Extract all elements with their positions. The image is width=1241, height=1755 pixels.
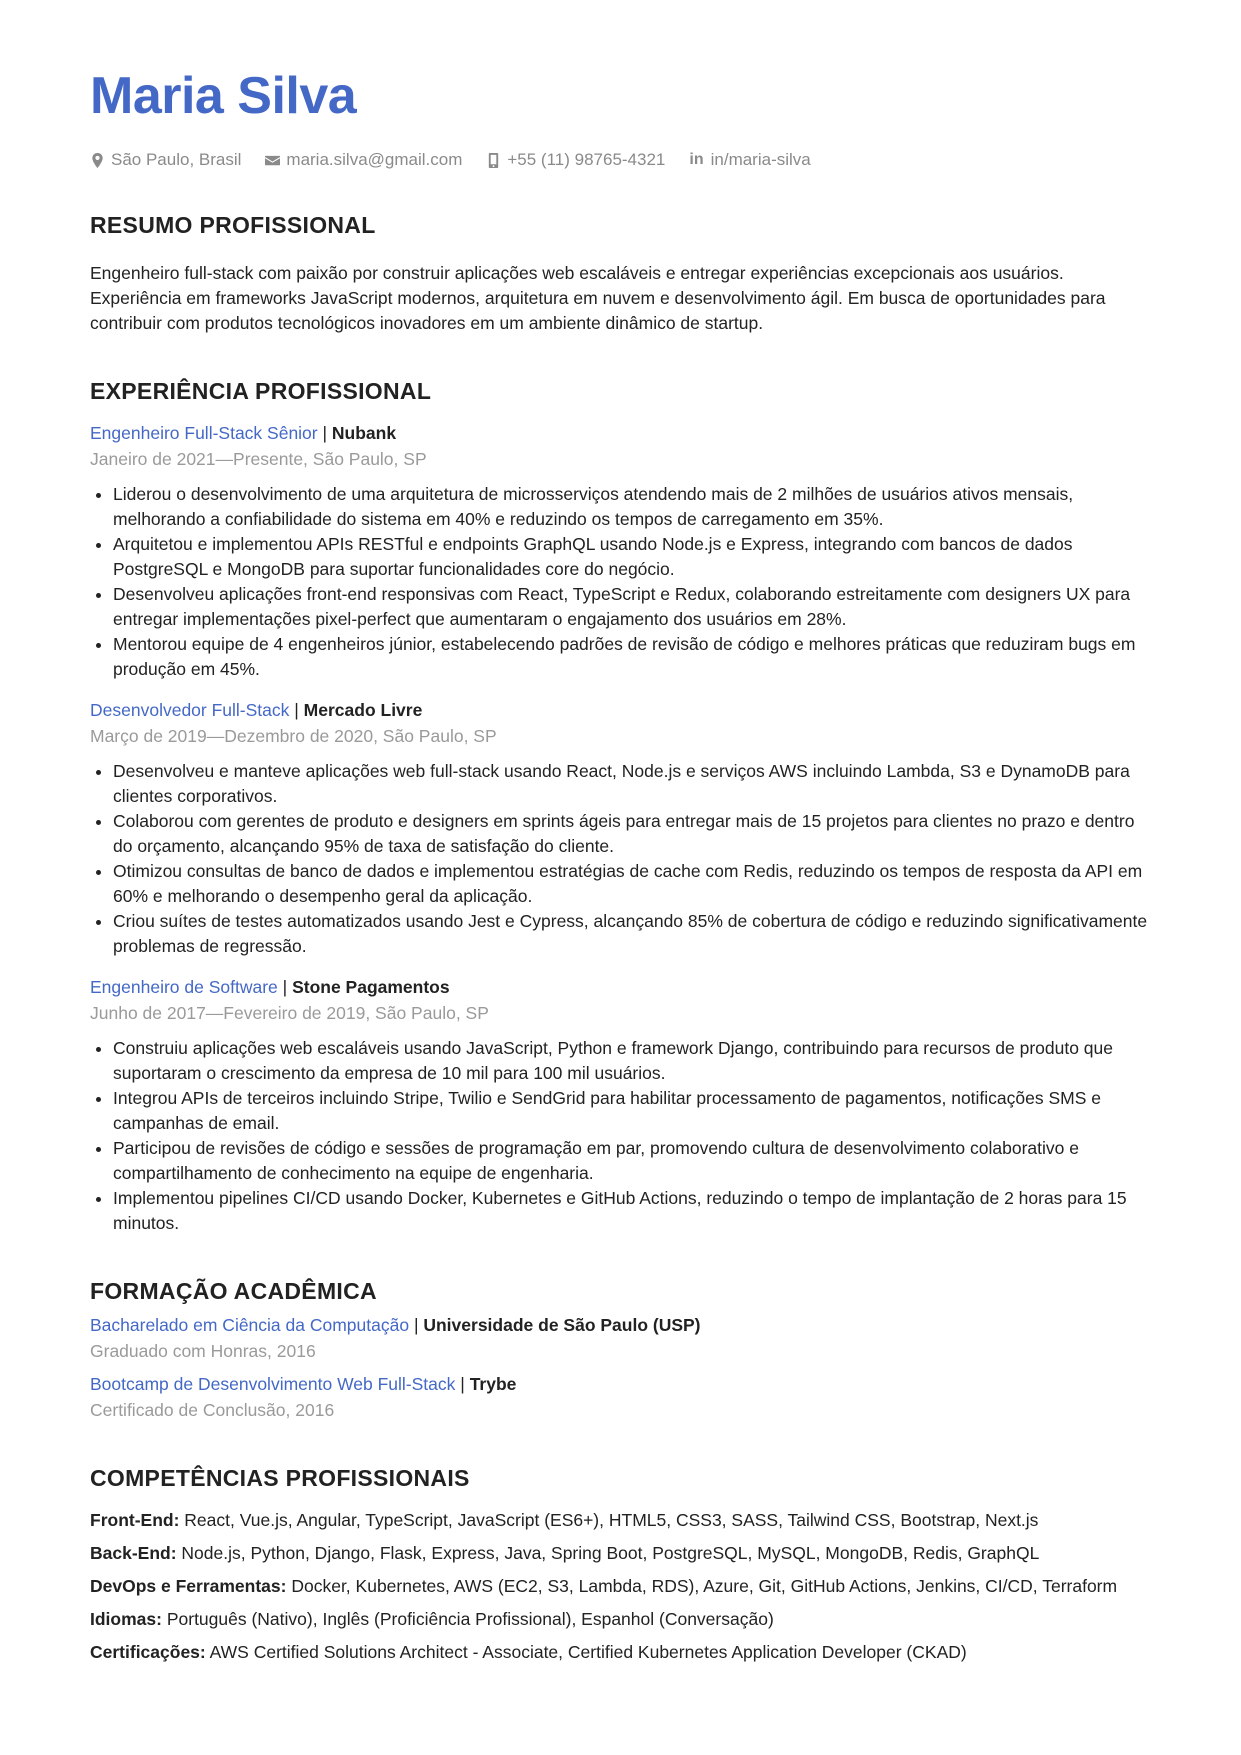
- list-item: • Colaborou com gerentes de produto e designers em sprints ágeis para entregar mais de 15 projetos para clientes no prazo e dentro do orçamento, alcançando 95% de taxa de satisfação do cliente.: [113, 809, 1151, 859]
- job-company: Nubank: [331, 423, 397, 443]
- list-item: • Implementou pipelines CI/CD usando Docker, Kubernetes e GitHub Actions, reduzindo o tempo de implantação de 2 horas para 15 minutos.: [113, 1186, 1151, 1236]
- school: Trybe: [469, 1374, 517, 1394]
- skills-heading: COMPETÊNCIAS PROFISSIONAIS: [90, 1465, 470, 1491]
- degree: Bacharelado em Ciência da Computação: [90, 1315, 410, 1335]
- mobile-phone-icon: [486, 153, 501, 168]
- job-company: Mercado Livre: [303, 700, 423, 720]
- skill-value: AWS Certified Solutions Architect - Associate, Certified Kubernetes Application Developer (CKAD): [205, 1642, 967, 1662]
- job-bullets: [90, 759, 1151, 959]
- list-item: • Desenvolveu e manteve aplicações web full-stack usando React, Node.js e serviços AWS incluindo Lambda, S3 e DynamoDB para clientes corporativos.: [113, 759, 1151, 809]
- list-item: • Criou suítes de testes automatizados usando Jest e Cypress, alcançando 85% de cobertura de código e reduzindo significativamente problemas de regressão.: [113, 909, 1151, 959]
- contact-linkedin[interactable]: [689, 150, 810, 170]
- contact-bar: [90, 150, 1151, 170]
- list-item: • Otimizou consultas de banco de dados e implementou estratégias de cache com Redis, reduzindo os tempos de resposta da API em 60% e melhorando o desempenho geral da aplicação.: [113, 859, 1151, 909]
- education-entry: [90, 1372, 1151, 1423]
- email-text: maria.silva@gmail.com: [286, 150, 463, 169]
- job-title-line: [90, 975, 1151, 1000]
- job-bullets: [90, 1036, 1151, 1236]
- list-item: • Construiu aplicações web escaláveis usando JavaScript, Python e framework Django, contribuindo para recursos de produto que suportaram o crescimento da empresa de 10 mil para 100 mil usuários.: [113, 1036, 1151, 1086]
- skill-label: Idiomas:: [90, 1609, 162, 1629]
- separator: |: [317, 423, 332, 443]
- map-pin-icon: [90, 153, 105, 168]
- list-item: • Desenvolveu aplicações front-end responsivas com React, TypeScript e Redux, colaborando estreitamente com designers UX para entregar implementações pixel-perfect que aumentaram o engajamento dos usuários em 28%.: [113, 582, 1151, 632]
- skill-label: Certificações:: [90, 1642, 206, 1662]
- list-item: • Mentorou equipe de 4 engenheiros júnior, estabelecendo padrões de revisão de código e melhores práticas que reduziram bugs em produção em 45%.: [113, 632, 1151, 682]
- skill-line: [90, 1537, 1151, 1570]
- job-company: Stone Pagamentos: [292, 977, 450, 997]
- skill-value: Docker, Kubernetes, AWS (EC2, S3, Lambda, RDS), Azure, Git, GitHub Actions, Jenkins, CI/CD, Terraform: [286, 1576, 1118, 1596]
- list-item: • Participou de revisões de código e sessões de programação em par, promovendo cultura de desenvolvimento colaborativo e compartilhamento de conhecimento na equipe de engenharia.: [113, 1136, 1151, 1186]
- envelope-icon: [265, 153, 280, 168]
- job-meta: Março de 2019—Dezembro de 2020, São Paulo, SP: [90, 726, 497, 746]
- job-role: Engenheiro de Software: [90, 977, 278, 997]
- degree: Bootcamp de Desenvolvimento Web Full-Stack: [90, 1374, 456, 1394]
- school: Universidade de São Paulo (USP): [423, 1315, 701, 1335]
- experience-heading: EXPERIÊNCIA PROFISSIONAL: [90, 378, 432, 404]
- skill-label: DevOps e Ferramentas:: [90, 1576, 287, 1596]
- list-item: • Arquitetou e implementou APIs RESTful e endpoints GraphQL usando Node.js e Express, integrando com bancos de dados PostgreSQL e MongoDB para suportar funcionalidades core do negócio.: [113, 532, 1151, 582]
- contact-email[interactable]: [265, 150, 462, 170]
- job-role: Desenvolvedor Full-Stack: [90, 700, 290, 720]
- linkedin-text: in/maria-silva: [710, 150, 811, 169]
- summary-heading: RESUMO PROFISSIONAL: [90, 212, 376, 238]
- separator: |: [409, 1315, 424, 1335]
- education-meta: Certificado de Conclusão, 2016: [90, 1400, 335, 1420]
- education-heading: FORMAÇÃO ACADÊMICA: [90, 1278, 377, 1304]
- skill-line: [90, 1570, 1151, 1603]
- candidate-name: Maria Silva: [90, 67, 357, 125]
- skill-line: [90, 1504, 1151, 1537]
- job-meta: Janeiro de 2021—Presente, São Paulo, SP: [90, 449, 427, 469]
- skill-line: [90, 1603, 1151, 1636]
- job-entry: [90, 975, 1151, 1236]
- skill-value: React, Vue.js, Angular, TypeScript, JavaScript (ES6+), HTML5, CSS3, SASS, Tailwind CSS, Bootstrap, Next.js: [179, 1510, 1039, 1530]
- separator: |: [277, 977, 293, 997]
- job-meta: Junho de 2017—Fevereiro de 2019, São Paulo, SP: [90, 1003, 489, 1023]
- skill-value: Português (Nativo), Inglês (Proficiência Profissional), Espanhol (Conversação): [161, 1609, 774, 1629]
- contact-location: [90, 150, 241, 170]
- education-title-line: [90, 1372, 1151, 1397]
- linkedin-icon: in: [689, 151, 704, 168]
- job-bullets: [90, 482, 1151, 682]
- contact-phone[interactable]: [486, 150, 665, 170]
- list-item: • Integrou APIs de terceiros incluindo Stripe, Twilio e SendGrid para habilitar processamento de pagamentos, notificações SMS e campanhas de email.: [113, 1086, 1151, 1136]
- phone-text: +55 (11) 98765-4321: [507, 150, 666, 169]
- education-meta: Graduado com Honras, 2016: [90, 1341, 316, 1361]
- education-entry: [90, 1313, 1151, 1364]
- job-entry: [90, 698, 1151, 959]
- education-title-line: [90, 1313, 1151, 1338]
- summary-text: Engenheiro full-stack com paixão por construir aplicações web escaláveis e entregar experiências excepcionais aos usuários. Experiência em frameworks JavaScript modernos, arquitetura em nuvem e desenvolvimento ágil. Em busca de oportunidades para contribuir com produtos tecnológicos inovadores em um ambiente dinâmico de startup.: [90, 263, 1106, 333]
- skill-label: Back-End:: [90, 1543, 177, 1563]
- list-item: • Liderou o desenvolvimento de uma arquitetura de microsserviços atendendo mais de 2 milhões de usuários ativos mensais, melhorando a confiabilidade do sistema em 40% e reduzindo os tempos de carregamento em 35%.: [113, 482, 1151, 532]
- skill-line: [90, 1636, 1151, 1669]
- job-title-line: [90, 421, 1151, 446]
- separator: |: [289, 700, 304, 720]
- skill-value: Node.js, Python, Django, Flask, Express, Java, Spring Boot, PostgreSQL, MySQL, MongoDB, Redis, GraphQL: [176, 1543, 1040, 1563]
- location-text: São Paulo, Brasil: [111, 150, 242, 169]
- skill-label: Front-End:: [90, 1510, 180, 1530]
- job-entry: [90, 421, 1151, 682]
- separator: |: [455, 1374, 470, 1394]
- job-role: Engenheiro Full-Stack Sênior: [90, 423, 318, 443]
- job-title-line: [90, 698, 1151, 723]
